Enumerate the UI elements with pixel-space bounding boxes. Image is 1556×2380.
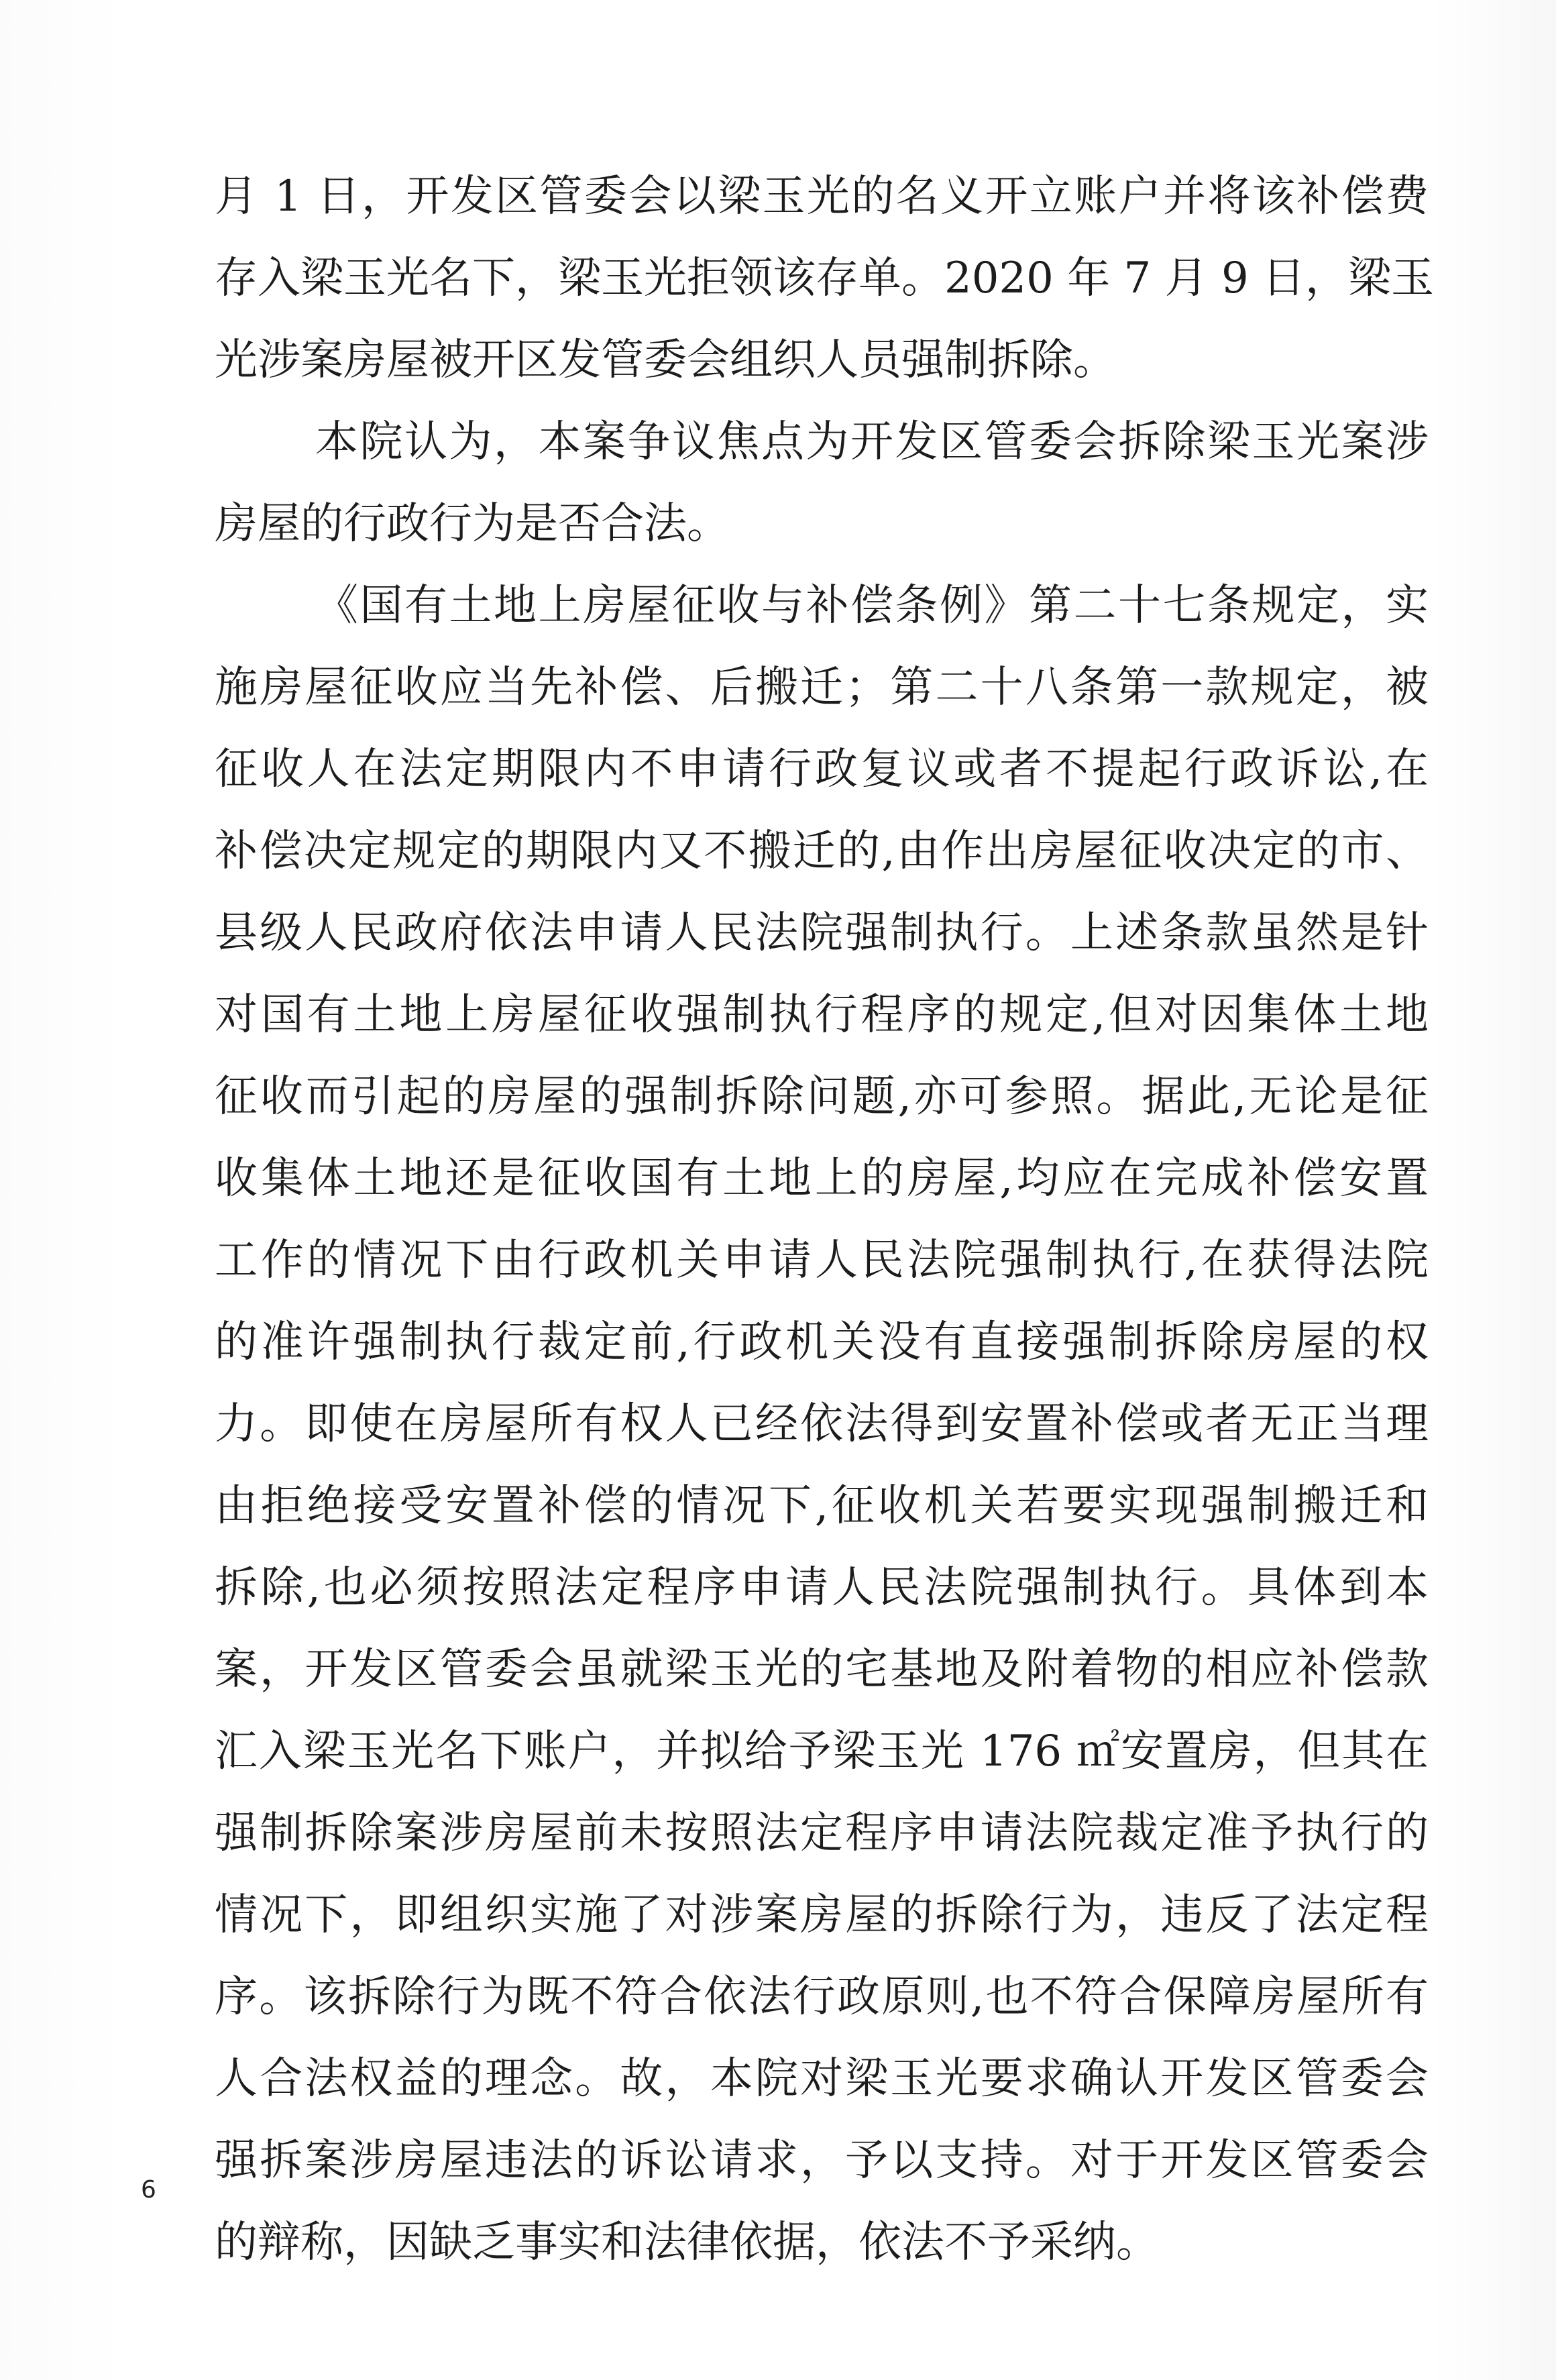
text-line: 的准许强制执行裁定前,行政机关没有直接强制拆除房屋的权: [215, 1317, 1429, 1367]
text-line: 人合法权益的理念。故，本院对梁玉光要求确认开发区管委会: [215, 2054, 1429, 2104]
text-line: 《国有土地上房屋征收与补偿条例》第二十七条规定，实: [315, 581, 1429, 631]
text-line: 汇入梁玉光名下账户，并拟给予梁玉光 176 ㎡安置房，但其在: [215, 1727, 1429, 1776]
text-line: 月 1 日，开发区管委会以梁玉光的名义开立账户并将该补偿费: [215, 172, 1429, 221]
text-line: 补偿决定规定的期限内又不搬迁的,由作出房屋征收决定的市、: [215, 826, 1429, 876]
document-body-text: [215, 156, 1435, 2283]
text-line: 征收而引起的房屋的强制拆除问题,亦可参照。据此,无论是征: [215, 1072, 1429, 1122]
text-line: 征收人在法定期限内不申请行政复议或者不提起行政诉讼,在: [215, 745, 1429, 794]
page-number: 6: [141, 2176, 156, 2204]
text-line: 情况下，即组织实施了对涉案房屋的拆除行为，违反了法定程: [215, 1890, 1429, 1940]
text-line: 力。即使在房屋所有权人已经依法得到安置补偿或者无正当理: [215, 1399, 1429, 1449]
text-line: 施房屋征收应当先补偿、后搬迁；第二十八条第一款规定，被: [215, 663, 1429, 712]
text-line: 拆除,也必须按照法定程序申请人民法院强制执行。具体到本: [215, 1563, 1429, 1613]
text-line: 收集体土地还是征收国有土地上的房屋,均应在完成补偿安置: [215, 1154, 1429, 1203]
text-line: 案，开发区管委会虽就梁玉光的宅基地及附着物的相应补偿款: [215, 1645, 1429, 1694]
text-line: 光涉案房屋被开区发管委会组织人员强制拆除。: [215, 335, 1116, 385]
text-line: 强拆案涉房屋违法的诉讼请求，予以支持。对于开发区管委会: [215, 2136, 1429, 2185]
text-line: 房屋的行政行为是否合法。: [215, 499, 730, 549]
text-line: 县级人民政府依法申请人民法院强制执行。上述条款虽然是针: [215, 908, 1429, 958]
text-line: 序。该拆除行为既不符合依法行政原则,也不符合保障房屋所有: [215, 1972, 1429, 2022]
text-line: 的辩称，因缺乏事实和法律依据，依法不予采纳。: [215, 2218, 1159, 2267]
text-line: 强制拆除案涉房屋前未按照法定程序申请法院裁定准予执行的: [215, 1808, 1429, 1858]
text-line: 存入梁玉光名下，梁玉光拒领该存单。2020 年 7 月 9 日，梁玉: [215, 254, 1435, 303]
text-line: 对国有土地上房屋征收强制执行程序的规定,但对因集体土地: [215, 990, 1429, 1040]
text-line: 由拒绝接受安置补偿的情况下,征收机关若要实现强制搬迁和: [215, 1481, 1429, 1531]
text-line: 本院认为，本案争议焦点为开发区管委会拆除梁玉光案涉: [315, 417, 1429, 467]
text-line: 工作的情况下由行政机关申请人民法院强制执行,在获得法院: [215, 1236, 1429, 1285]
